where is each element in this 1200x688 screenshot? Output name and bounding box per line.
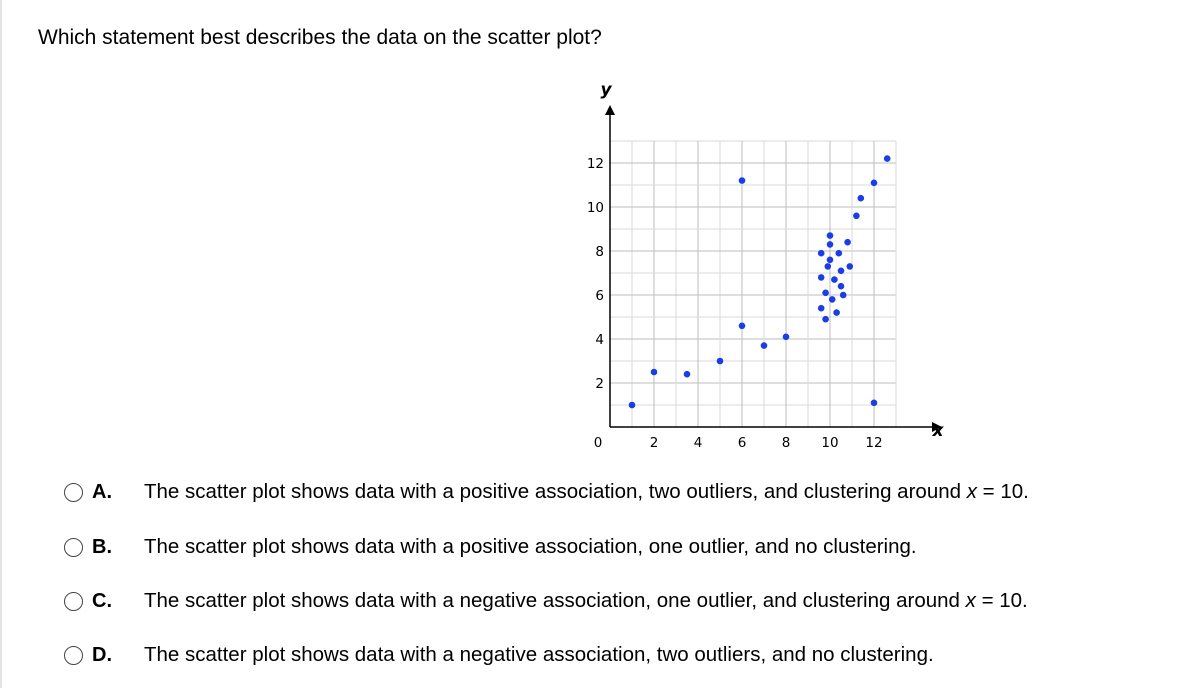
data-point (871, 180, 878, 187)
data-point (858, 195, 865, 202)
scatter-plot (560, 75, 960, 450)
y-tick-label: 10 (586, 200, 604, 216)
data-point (827, 241, 834, 248)
y-axis-arrow (605, 105, 615, 115)
choice-b-letter: B. (92, 535, 112, 558)
data-point (833, 309, 840, 316)
data-point (836, 250, 843, 257)
x-tick-label: 0 (593, 435, 603, 450)
choice-c-letter: C. (92, 589, 112, 612)
data-point (840, 292, 847, 299)
choice-d[interactable] (64, 635, 1184, 675)
choice-d-radio[interactable] (64, 646, 83, 665)
data-point (871, 400, 878, 407)
data-point (783, 334, 790, 341)
y-axis-label: y (600, 80, 612, 100)
data-point (827, 232, 834, 239)
choice-c[interactable] (64, 581, 1184, 621)
choice-b-radio[interactable] (64, 538, 83, 557)
plot-grid (610, 141, 896, 427)
choice-a-radio[interactable] (64, 483, 83, 502)
page-left-border (0, 0, 2, 688)
data-point (739, 177, 746, 184)
data-point (838, 268, 845, 275)
data-point (829, 296, 836, 303)
x-tick-label: 2 (649, 435, 659, 450)
choice-c-text: The scatter plot shows data with a negative association, one outlier, and clustering around x = 10. (144, 589, 1028, 612)
data-point (827, 257, 834, 264)
y-tick-label: 12 (586, 156, 604, 172)
data-point (761, 342, 768, 349)
choice-a-text: The scatter plot shows data with a positive association, two outliers, and clustering around x = 10. (144, 480, 1029, 503)
x-tick-label: 6 (737, 435, 747, 450)
data-point (853, 213, 860, 220)
y-tick-label: 4 (595, 332, 604, 348)
choice-b[interactable] (64, 527, 1184, 567)
choice-b-text: The scatter plot shows data with a positive association, one outlier, and no clustering. (144, 535, 917, 558)
data-point (629, 402, 636, 409)
data-point (717, 358, 724, 365)
y-tick-label: 8 (595, 244, 604, 260)
data-point (739, 323, 746, 330)
x-tick-label: 4 (693, 435, 703, 450)
data-point (825, 263, 832, 270)
y-tick-labels (587, 156, 604, 392)
data-point (818, 274, 825, 281)
choice-c-radio[interactable] (64, 592, 83, 611)
x-tick-label: 8 (781, 435, 791, 450)
choice-d-letter: D. (92, 643, 112, 666)
y-tick-label: 2 (595, 376, 604, 392)
x-axis-label: x (932, 421, 944, 441)
data-point (847, 263, 854, 270)
data-point (844, 239, 851, 246)
data-point (838, 283, 845, 290)
data-point (831, 276, 838, 283)
data-point (884, 155, 891, 162)
question-text: Which statement best describes the data on the scatter plot? (38, 26, 602, 49)
data-point (822, 290, 829, 297)
x-tick-labels (594, 435, 883, 450)
data-points (629, 155, 891, 408)
choice-a[interactable] (64, 472, 1184, 512)
data-point (822, 316, 829, 323)
data-point (684, 371, 691, 378)
x-tick-label: 10 (821, 435, 839, 450)
y-tick-label: 6 (595, 288, 604, 304)
choice-d-text: The scatter plot shows data with a negative association, two outliers, and no clustering. (144, 643, 934, 666)
x-tick-label: 12 (865, 435, 883, 450)
choice-a-letter: A. (92, 480, 112, 503)
data-point (651, 369, 658, 376)
data-point (818, 250, 825, 257)
data-point (818, 305, 825, 312)
